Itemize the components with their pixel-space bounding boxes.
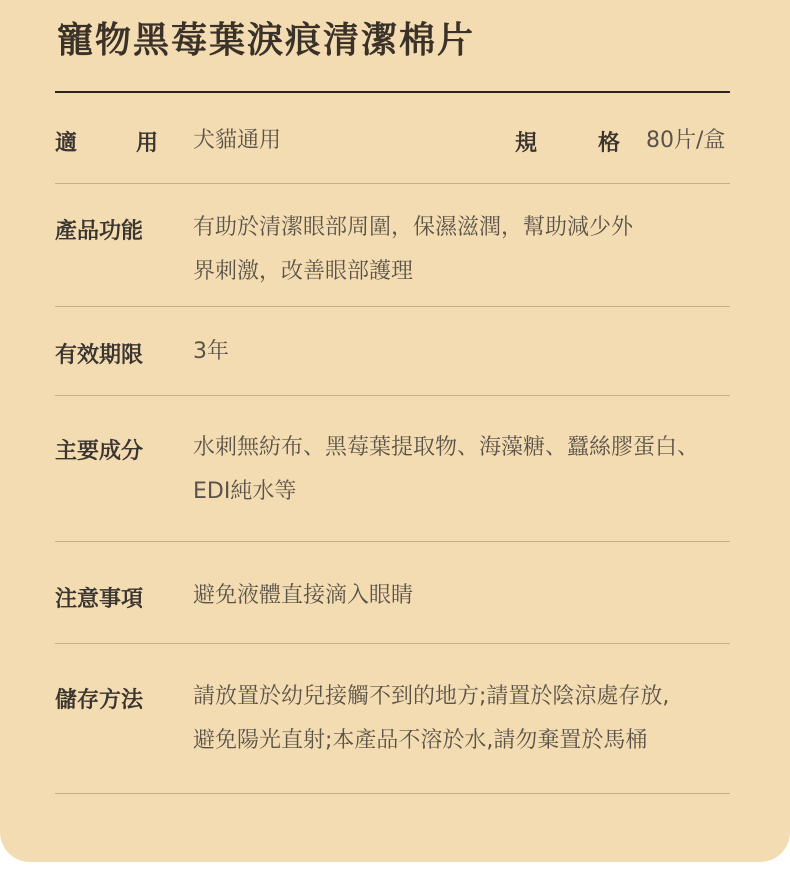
spec-label-char-1: 規 <box>515 131 538 156</box>
row-divider-4 <box>55 541 730 542</box>
row-divider-1 <box>55 183 730 184</box>
product-title: 寵物黑莓葉淚痕清潔棉片 <box>57 20 476 61</box>
ingredients-line-1: 水刺無紡布、黑莓葉提取物、海藻糖、蠶絲膠蛋白、 <box>193 435 700 460</box>
function-line-1: 有助於清潔眼部周圍，保濕滋潤，幫助減少外 <box>193 215 634 240</box>
expiry-value: 3年 <box>193 339 229 364</box>
usage-label-char-1: 適 <box>55 131 78 156</box>
title-divider <box>55 91 730 93</box>
spec-value: 80片/盒 <box>646 128 726 153</box>
row-divider-2 <box>55 306 730 307</box>
expiry-label: 有效期限 <box>55 343 144 368</box>
function-label: 產品功能 <box>55 219 144 244</box>
ingredients-label: 主要成分 <box>55 439 144 464</box>
usage-label <box>55 126 158 157</box>
row-divider-6 <box>55 793 730 794</box>
usage-value: 犬貓通用 <box>193 128 282 153</box>
storage-value <box>193 675 669 763</box>
ingredients-value <box>193 426 699 514</box>
spec-label <box>515 126 620 157</box>
caution-label: 注意事項 <box>55 587 144 612</box>
row-divider-5 <box>55 643 730 644</box>
function-value <box>193 206 633 294</box>
ingredients-line-2: EDI純水等 <box>193 479 297 504</box>
usage-label-char-2: 用 <box>135 131 158 156</box>
spec-label-char-2: 格 <box>597 131 620 156</box>
function-line-2: 界刺激，改善眼部護理 <box>193 259 414 284</box>
caution-value: 避免液體直接滴入眼睛 <box>193 583 414 608</box>
storage-line-2: 避免陽光直射;本產品不溶於水,請勿棄置於馬桶 <box>193 728 648 753</box>
storage-label: 儲存方法 <box>55 688 144 713</box>
row-divider-3 <box>55 395 730 396</box>
storage-line-1: 請放置於幼兒接觸不到的地方;請置於陰涼處存放, <box>193 684 670 709</box>
